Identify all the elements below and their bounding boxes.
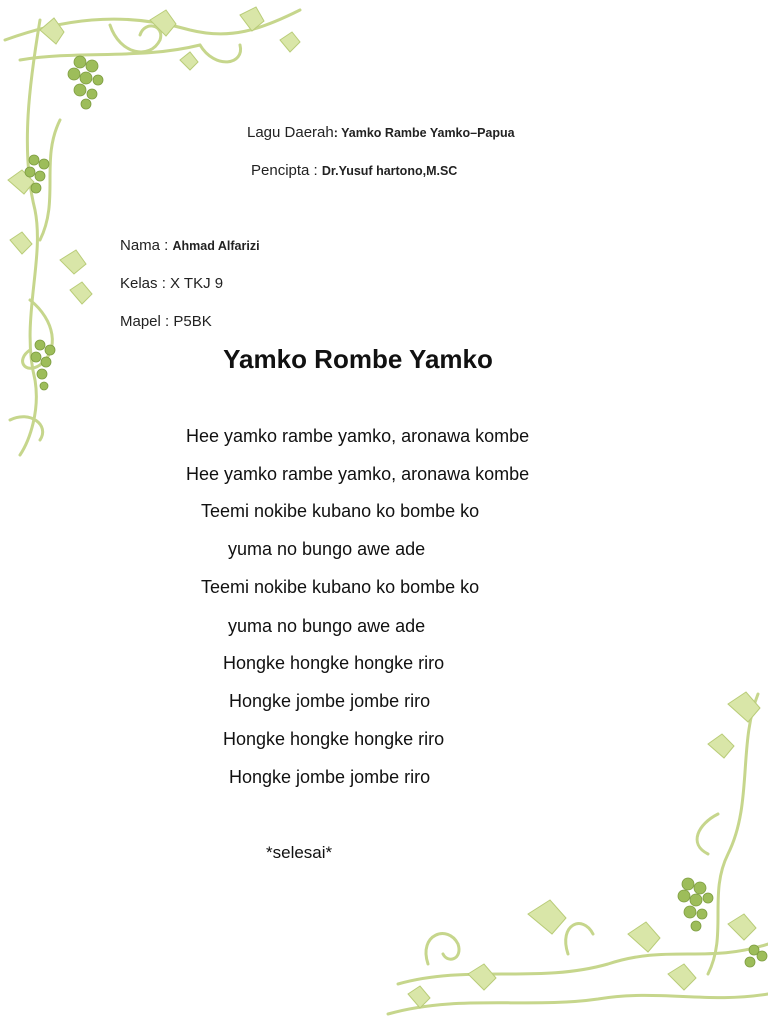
lyric-line: Hee yamko rambe yamko, aronawa kombe	[186, 464, 530, 484]
lagu-daerah-line	[247, 124, 515, 142]
nama-line	[120, 237, 260, 255]
lyric-line: Hee yamko rambe yamko, aronawa kombe	[186, 426, 530, 446]
lyric-line: Teemi nokibe kubano ko bombe ko	[201, 501, 480, 521]
lyric-line: Hongke hongke hongke riro	[223, 653, 445, 673]
lagu-daerah-label: Lagu Daerah	[247, 124, 334, 141]
mapel-line: Mapel : P5BK	[120, 313, 212, 330]
song-title: Yamko Rombe Yamko	[223, 344, 493, 374]
lagu-daerah-value: : Yamko Rambe Yamko–Papua	[333, 126, 515, 140]
pencipta-label: Pencipta :	[251, 162, 322, 179]
lyric-line: Hongke jombe jombe riro	[229, 691, 431, 711]
pencipta-value: Dr.Yusuf hartono,M.SC	[321, 164, 458, 178]
kelas-line: Kelas : X TKJ 9	[120, 275, 224, 292]
lyric-line: Teemi nokibe kubano ko bombe ko	[201, 577, 480, 597]
lyric-line: yuma no bungo awe ade	[228, 539, 426, 559]
lyric-line: Hongke hongke hongke riro	[223, 729, 445, 749]
pencipta-line	[251, 162, 457, 180]
lyric-line: Hongke jombe jombe riro	[229, 767, 431, 787]
nama-value: Ahmad Alfarizi	[172, 239, 260, 253]
ending-text: *selesai*	[266, 843, 333, 862]
nama-label: Nama :	[120, 237, 173, 254]
lyric-line: yuma no bungo awe ade	[228, 616, 426, 636]
vine-decoration-top-left	[0, 0, 330, 460]
